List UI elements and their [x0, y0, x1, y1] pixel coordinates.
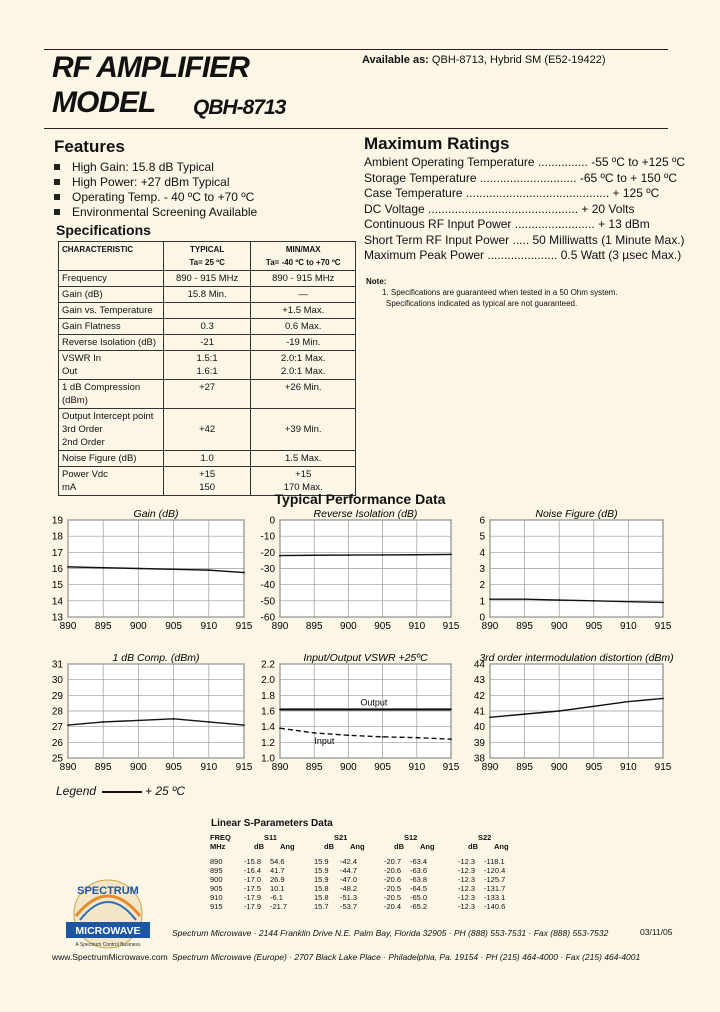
sparams-sub-header: dB — [324, 842, 334, 851]
data-point — [348, 554, 350, 556]
feature-item: Environmental Screening Available — [54, 205, 257, 220]
chart-title: 3rd order intermodulation distortion (dBm) — [479, 652, 674, 664]
y-tick-label: 1.8 — [261, 690, 275, 702]
spec-cell: 1.5:1 1.6:1 — [163, 351, 251, 380]
data-point — [489, 716, 491, 718]
address-europe: Spectrum Microwave (Europe) · 2707 Black Lake Place · Philadelphia, Pa. 19154 · PH (215) 464-4000 · Fax (215) 464-4001 — [172, 952, 641, 962]
y-tick-label: -20 — [260, 547, 275, 559]
spec-cell: 1.5 Max. — [251, 451, 356, 467]
sparams-cell: 15.8 — [314, 884, 329, 893]
spec-cell: Gain vs. Temperature — [59, 303, 164, 319]
x-tick-label: 895 — [305, 762, 323, 773]
feature-item: Operating Temp. - 40 ºC to +70 ºC — [54, 190, 257, 205]
x-tick-label: 915 — [235, 762, 253, 773]
sparams-cell: -20.6 — [384, 875, 402, 884]
website-link[interactable]: www.SpectrumMicrowave.com — [52, 952, 168, 962]
y-tick-label: 25 — [51, 753, 63, 765]
sparams-cell: -65.0 — [410, 893, 428, 902]
y-tick-label: 1.0 — [261, 753, 275, 765]
sparams-cell: -118.1 — [484, 857, 505, 866]
data-point — [348, 734, 350, 736]
y-tick-label: 43 — [473, 675, 485, 687]
sparams-cell: -17.9 — [244, 893, 262, 902]
x-tick-label: 900 — [130, 762, 147, 773]
sparams-group-header: S21 — [334, 833, 348, 842]
sparams-cell: -12.3 — [458, 884, 476, 893]
spec-row — [59, 303, 356, 319]
spec-cell: Reverse Isolation (dB) — [59, 335, 164, 351]
sparams-group-header: S12 — [404, 833, 418, 842]
data-point — [489, 598, 491, 600]
header-top-rule — [44, 49, 668, 50]
x-tick-label: 900 — [550, 762, 568, 773]
max-rating-item: Short Term RF Input Power ..... 50 Milliwatts (1 Minute Max.) — [364, 232, 685, 247]
spec-row — [59, 451, 356, 467]
x-tick-label: 910 — [620, 621, 637, 632]
y-tick-label: 26 — [51, 737, 63, 749]
address-usa: Spectrum Microwave · 2144 Franklin Drive N.E. Palm Bay, Florida 32905 · PH (888) 553-7531 · Fax (888) 553-7532 — [172, 928, 609, 938]
x-tick-label: 915 — [442, 762, 460, 773]
x-tick-label: 900 — [550, 621, 568, 632]
sparams-cell: 890 — [210, 857, 223, 866]
spec-cell: Power Vdc mA — [59, 467, 164, 496]
sparams-cell: -20.5 — [384, 884, 402, 893]
data-point — [208, 721, 210, 723]
data-point — [450, 554, 452, 556]
performance-charts — [0, 500, 720, 790]
chart-title: Input/Output VSWR +25ºC — [303, 652, 428, 664]
features-list — [54, 160, 257, 220]
data-point — [348, 709, 350, 711]
model-number: QBH-8713 — [193, 96, 286, 119]
data-point — [662, 602, 664, 604]
spec-cell: Frequency — [59, 271, 164, 287]
sparams-cell: -120.4 — [484, 866, 506, 875]
sparams-cell: -17.9 — [244, 902, 262, 911]
spec-cell: 890 - 915 MHz — [163, 271, 251, 287]
spec-row — [59, 351, 356, 380]
sparams-cell: -20.4 — [384, 902, 402, 911]
y-tick-label: 41 — [473, 706, 485, 718]
note-line-2: Specifications indicated as typical are not guaranteed. — [386, 299, 578, 308]
spec-cell: -19 Min. — [251, 335, 356, 351]
performance-title: Typical Performance Data — [274, 491, 446, 507]
data-point — [450, 738, 452, 740]
sparams-sub-header: Ang — [280, 842, 295, 851]
note-label: Note: — [366, 277, 387, 286]
sparams-cell: -20.5 — [384, 893, 402, 902]
data-point — [450, 709, 452, 711]
sparams-cell: -12.3 — [458, 866, 476, 875]
data-point — [67, 566, 69, 568]
y-tick-label: -40 — [260, 580, 275, 592]
data-point — [102, 721, 104, 723]
sparams-cell: 54.6 — [270, 857, 285, 866]
sparams-cell: -140.6 — [484, 902, 506, 911]
data-point — [628, 701, 630, 703]
sparams-sub-header: Ang — [350, 842, 365, 851]
x-tick-label: 890 — [271, 762, 289, 773]
data-point — [279, 555, 281, 557]
y-tick-label: 39 — [473, 737, 485, 749]
y-tick-label: 16 — [51, 564, 63, 575]
spec-cell: -21 — [163, 335, 251, 351]
sparams-cell: -42.4 — [340, 857, 358, 866]
sparams-cell: 26.9 — [270, 875, 285, 884]
y-tick-label: 2.0 — [261, 675, 275, 687]
x-tick-label: 910 — [620, 762, 637, 773]
spec-cell: Gain (dB) — [59, 287, 164, 303]
sparams-cell: 15.9 — [314, 866, 329, 875]
sparams-group-header: S11 — [264, 833, 277, 842]
data-point — [173, 568, 175, 570]
logo-bottom-text: MICROWAVE — [75, 925, 141, 937]
data-point — [313, 709, 315, 711]
spectrum-logo — [62, 870, 154, 952]
spec-cell: — — [251, 287, 356, 303]
chart-title: Reverse Isolation (dB) — [313, 508, 418, 520]
y-tick-label: -30 — [260, 564, 275, 575]
y-tick-label: -50 — [260, 596, 275, 608]
spec-cell: +15 150 — [163, 467, 251, 496]
data-point — [243, 572, 245, 574]
spec-cell: 1.0 — [163, 451, 251, 467]
data-point — [524, 598, 526, 600]
data-point — [558, 710, 560, 712]
spec-row — [59, 319, 356, 335]
chart-title: 1 dB Comp. (dBm) — [112, 652, 200, 664]
data-point — [138, 720, 140, 722]
sparams-cell: -63.6 — [410, 866, 428, 875]
max-ratings-list — [364, 155, 685, 264]
series-label: Output — [360, 697, 388, 708]
logo-top-text: SPECTRUM — [77, 885, 139, 897]
x-tick-label: 895 — [94, 621, 112, 632]
x-tick-label: 890 — [481, 762, 499, 773]
y-tick-label: 30 — [51, 675, 63, 687]
x-tick-label: 895 — [516, 762, 533, 773]
sparams-cell: 15.9 — [314, 857, 329, 866]
specifications-heading: Specifications — [56, 222, 151, 238]
legend-line — [102, 791, 142, 793]
spec-row — [59, 287, 356, 303]
y-tick-label: 13 — [51, 612, 63, 624]
x-tick-label: 900 — [130, 621, 147, 632]
spec-cell: Noise Figure (dB) — [59, 451, 164, 467]
sparams-cell: 905 — [210, 884, 223, 893]
spec-cell: +39 Min. — [251, 409, 356, 451]
sparams-freq-header: FREQ MHz — [210, 833, 231, 851]
x-tick-label: 910 — [408, 762, 426, 773]
sparams-sub-header: dB — [394, 842, 404, 851]
spec-cell: 0.6 Max. — [251, 319, 356, 335]
y-tick-label: 29 — [51, 690, 63, 702]
sparams-cell: -51.3 — [340, 893, 358, 902]
x-tick-label: 890 — [59, 762, 77, 773]
max-rating-item: Maximum Peak Power ..................... 0.5 Watt (3 µsec Max.) — [364, 248, 682, 262]
x-tick-label: 895 — [516, 621, 533, 632]
spec-cell: 890 - 915 MHz — [251, 271, 356, 287]
data-point — [243, 724, 245, 726]
x-tick-label: 915 — [442, 621, 460, 632]
title-line1: RF AMPLIFIER — [52, 51, 249, 84]
spec-header-cell: CHARACTERISTIC — [59, 242, 164, 271]
header-bottom-rule — [44, 128, 668, 129]
data-point — [382, 736, 384, 738]
data-point — [593, 705, 595, 707]
y-tick-label: 17 — [51, 547, 63, 559]
sparams-cell: 41.7 — [270, 866, 285, 875]
spec-cell: +1.5 Max. — [251, 303, 356, 319]
data-point — [524, 713, 526, 715]
sparams-cell: -53.7 — [340, 902, 358, 911]
sparams-cell: 900 — [210, 875, 223, 884]
sparams-cell: 910 — [210, 893, 223, 902]
x-tick-label: 895 — [305, 621, 323, 632]
note-line-1: 1. Specifications are guaranteed when tested in a 50 Ohm system. — [382, 288, 618, 297]
data-point — [662, 698, 664, 700]
spec-cell — [163, 303, 251, 319]
y-tick-label: 44 — [473, 659, 485, 671]
legend-label: Legend — [56, 784, 97, 798]
data-point — [138, 568, 140, 570]
y-tick-label: 1.4 — [261, 722, 275, 734]
spec-cell: 2.0:1 Max. 2.0:1 Max. — [251, 351, 356, 380]
max-rating-item: Continuous RF Input Power ........................ + 13 dBm — [364, 217, 650, 231]
x-tick-label: 895 — [94, 762, 112, 773]
legend-entry: + 25 ºC — [145, 784, 186, 798]
sparams-cell: -12.3 — [458, 857, 476, 866]
sparams-cell: -20.7 — [384, 857, 402, 866]
data-point — [313, 732, 315, 734]
sparams-cell: -6.1 — [270, 893, 283, 902]
data-point — [558, 599, 560, 601]
max-rating-item: Storage Temperature ............................. -65 ºC to + 150 ºC — [364, 170, 678, 185]
spec-cell: Output Intercept point 3rd Order 2nd Order — [59, 409, 164, 451]
features-heading: Features — [54, 137, 125, 156]
sparams-cell: -17.0 — [244, 875, 262, 884]
title-line2: MODEL — [52, 86, 156, 119]
x-tick-label: 905 — [165, 621, 182, 632]
specifications-table — [58, 241, 356, 496]
y-tick-label: 40 — [473, 722, 485, 734]
x-tick-label: 905 — [165, 762, 182, 773]
x-tick-label: 890 — [59, 621, 77, 632]
data-point — [416, 709, 418, 711]
sparams-cell: 10.1 — [270, 884, 285, 893]
data-point — [593, 600, 595, 602]
sparams-cell: -17.5 — [244, 884, 262, 893]
spec-cell: +26 Min. — [251, 380, 356, 409]
data-point — [416, 737, 418, 739]
spec-header-cell: MIN/MAX Ta= -40 ºC to +70 ºC — [251, 242, 356, 271]
sparams-cell: -21.7 — [270, 902, 288, 911]
spec-cell: VSWR In Out — [59, 351, 164, 380]
sparams-cell: -12.3 — [458, 902, 476, 911]
spec-row — [59, 271, 356, 287]
spec-cell: +27 — [163, 380, 251, 409]
x-tick-label: 910 — [408, 621, 426, 632]
chart-title: Gain (dB) — [133, 508, 179, 520]
spec-cell: 15.8 Min. — [163, 287, 251, 303]
availability — [362, 54, 606, 66]
logo-tagline: A Spectrum Control Business — [75, 942, 141, 948]
y-tick-label: 2 — [479, 580, 485, 592]
x-tick-label: 900 — [340, 621, 357, 632]
max-ratings-heading: Maximum Ratings — [364, 134, 510, 153]
y-tick-label: 3 — [479, 564, 485, 575]
y-tick-label: 15 — [51, 580, 63, 592]
spec-cell: +42 — [163, 409, 251, 451]
y-tick-label: 42 — [473, 690, 485, 702]
spec-cell: Gain Flatness — [59, 319, 164, 335]
y-tick-label: 27 — [51, 722, 63, 734]
x-tick-label: 900 — [340, 762, 357, 773]
y-tick-label: 1.2 — [261, 737, 275, 749]
data-point — [173, 718, 175, 720]
y-tick-label: 1 — [479, 596, 485, 608]
data-point — [628, 601, 630, 603]
available-label: Available as: — [362, 54, 429, 66]
y-tick-label: 4 — [479, 547, 485, 559]
data-point — [416, 554, 418, 556]
sparams-cell: 15.8 — [314, 893, 329, 902]
sparams-cell: -47.0 — [340, 875, 358, 884]
sparams-cell: 915 — [210, 902, 223, 911]
data-point — [279, 727, 281, 729]
doc-date: 03/11/05 — [640, 927, 673, 937]
sparams-cell: -64.5 — [410, 884, 428, 893]
y-tick-label: -10 — [260, 531, 275, 543]
x-tick-label: 915 — [654, 762, 672, 773]
x-tick-label: 910 — [200, 762, 218, 773]
sparams-cell: -44.7 — [340, 866, 358, 875]
feature-item: High Gain: 15.8 dB Typical — [54, 160, 257, 175]
sparams-cell: -16.4 — [244, 866, 262, 875]
spec-cell: 1 dB Compression (dBm) — [59, 380, 164, 409]
y-tick-label: 1.6 — [261, 706, 275, 718]
y-tick-label: 19 — [51, 515, 63, 527]
max-rating-item: Case Temperature ........................................... + 125 ºC — [364, 186, 660, 200]
y-tick-label: 18 — [51, 531, 63, 543]
x-tick-label: 905 — [374, 621, 391, 632]
sparams-cell: -63.4 — [410, 857, 428, 866]
sparams-cell: 895 — [210, 866, 223, 875]
data-point — [382, 554, 384, 556]
data-point — [313, 554, 315, 556]
sparams-cell: -63.8 — [410, 875, 428, 884]
sparams-cell: -125.7 — [484, 875, 506, 884]
data-point — [102, 567, 104, 569]
x-tick-label: 905 — [374, 762, 391, 773]
x-tick-label: 915 — [235, 621, 253, 632]
sparams-cell: 15.9 — [314, 875, 329, 884]
spec-row — [59, 409, 356, 451]
spec-cell: +15 170 Max. — [251, 467, 356, 496]
available-value: QBH-8713, Hybrid SM (E52-19422) — [431, 54, 606, 66]
sparams-cell: -20.6 — [384, 866, 402, 875]
sparams-cell: 15.7 — [314, 902, 329, 911]
spec-header-cell: TYPICAL Ta= 25 ºC — [163, 242, 251, 271]
sparams-group-header: S22 — [478, 833, 492, 842]
data-point — [67, 724, 69, 726]
chart-title: Noise Figure (dB) — [535, 508, 618, 520]
sparams-cell: -12.3 — [458, 875, 476, 884]
y-tick-label: -60 — [260, 612, 275, 624]
feature-item: High Power: +27 dBm Typical — [54, 175, 257, 190]
y-tick-label: 31 — [51, 659, 63, 671]
x-tick-label: 905 — [585, 621, 603, 632]
y-tick-label: 0 — [269, 515, 275, 527]
sparams-cell: -15.8 — [244, 857, 262, 866]
x-tick-label: 890 — [271, 621, 289, 632]
spec-row — [59, 380, 356, 409]
x-tick-label: 910 — [200, 621, 218, 632]
max-rating-item: DC Voltage ............................................. + 20 Volts — [364, 201, 635, 216]
sparams-sub-header: Ang — [494, 842, 509, 851]
spec-cell: 0.3 — [163, 319, 251, 335]
sparams-sub-header: dB — [468, 842, 478, 851]
x-tick-label: 890 — [481, 621, 499, 632]
x-tick-label: 905 — [585, 762, 603, 773]
sparams-table — [210, 834, 530, 914]
data-point — [382, 709, 384, 711]
y-tick-label: 5 — [479, 531, 485, 543]
spec-row — [59, 335, 356, 351]
y-tick-label: 28 — [51, 706, 63, 718]
sparams-cell: -133.1 — [484, 893, 506, 902]
data-point — [279, 709, 281, 711]
sparams-sub-header: dB — [254, 842, 264, 851]
sparams-heading: Linear S-Parameters Data — [211, 818, 333, 829]
x-tick-label: 915 — [654, 621, 672, 632]
sparams-cell: -131.7 — [484, 884, 506, 893]
sparams-cell: -65.2 — [410, 902, 428, 911]
y-tick-label: 38 — [473, 753, 485, 765]
y-tick-label: 14 — [51, 596, 63, 608]
sparams-cell: -48.2 — [340, 884, 358, 893]
y-tick-label: 2.2 — [261, 659, 275, 671]
y-tick-label: 0 — [479, 612, 485, 624]
max-rating-item: Ambient Operating Temperature ............... -55 ºC to +125 ºC — [364, 155, 686, 169]
sparams-cell: -12.3 — [458, 893, 476, 902]
data-point — [208, 569, 210, 571]
y-tick-label: 6 — [479, 515, 485, 527]
series-label: Input — [314, 735, 335, 746]
sparams-sub-header: Ang — [420, 842, 435, 851]
